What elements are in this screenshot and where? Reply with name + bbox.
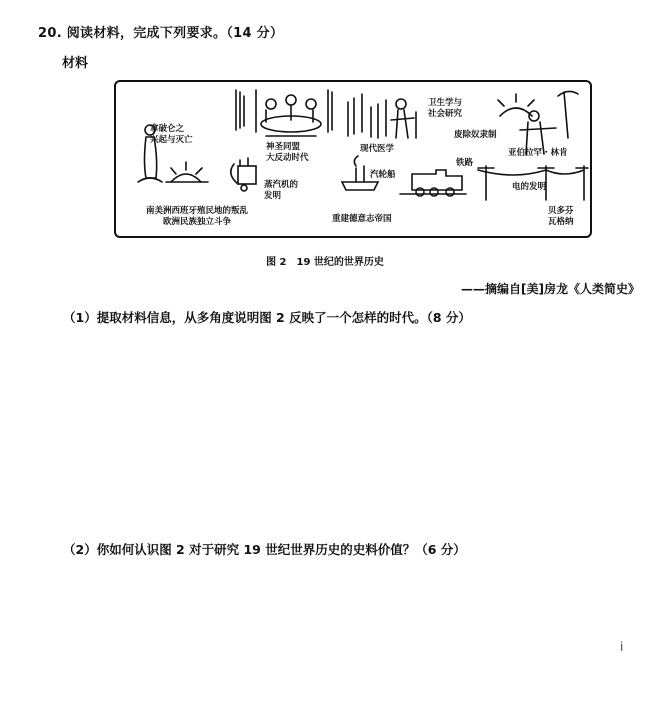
freed-slave-figure [498,91,578,154]
source-citation: ——摘编自[美]房龙《人类简史》 [461,282,640,296]
label-lincoln: 亚伯拉罕・林肯 [508,148,568,158]
figure-caption: 图 2 19 世纪的世界历史 [266,257,384,268]
label-beethoven: 贝多芬 瓦格纳 [548,206,574,227]
sub-question-1: （1）提取材料信息，从多角度说明图 2 反映了一个怎样的时代。（8 分） [63,310,471,325]
sub-question-2: （2）你如何认识图 2 对于研究 19 世纪世界历史的史料价值？（6 分） [63,542,466,557]
label-abolition: 废除奴隶制 [454,130,497,140]
label-steam-engine: 蒸汽机的 发明 [264,180,299,201]
steam-engine-sketch [231,158,256,191]
holy-alliance-scene [236,90,332,136]
label-holy-alliance: 神圣同盟 大反动时代 [266,142,309,163]
label-napoleon: 拿破仑之 兴起与灭亡 [150,124,193,145]
label-electricity: 电的发明 [512,182,547,192]
label-steamship: 汽轮船 [370,170,396,180]
label-german-empire: 重建德意志帝国 [332,214,392,224]
label-railway: 铁路 [456,158,474,168]
history-illustration [114,80,592,238]
label-latin-america: 南美洲西班牙殖民地的叛乱 欧洲民族独立斗争 [146,206,249,227]
corner-mark: i [620,640,624,654]
question-title: 20. 阅读材料，完成下列要求。（14 分） [38,26,284,41]
doctors-scene [348,94,416,138]
material-label: 材料 [62,56,89,71]
label-hygiene: 卫生学与 社会研究 [428,98,463,119]
locomotive-sketch [400,170,466,196]
label-modern-medicine: 现代医学 [360,144,395,154]
sunset-sketch [166,162,208,182]
